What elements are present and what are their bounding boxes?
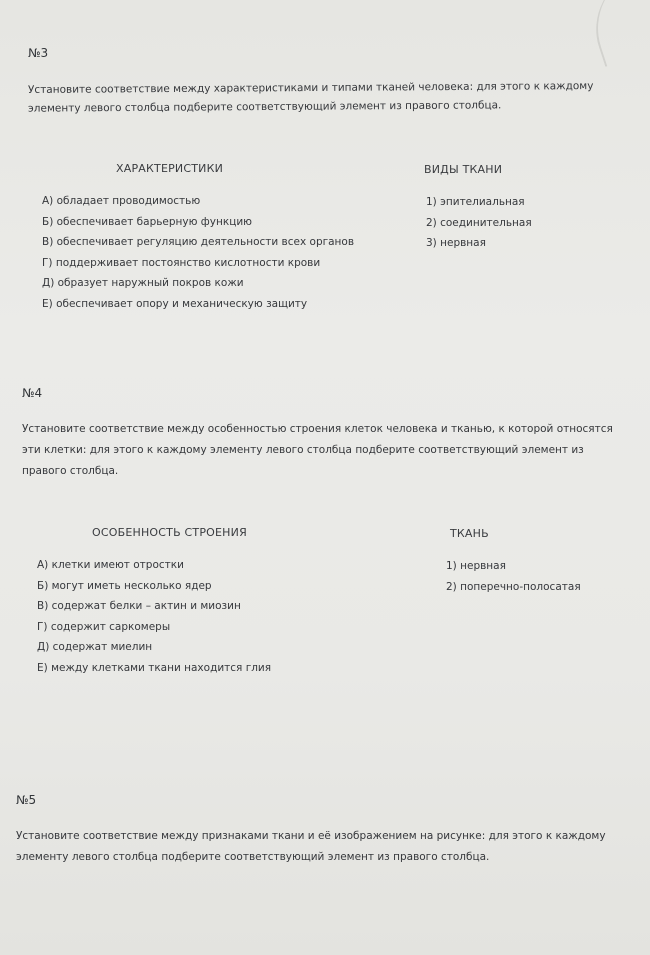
task5-number: №5 — [16, 793, 37, 807]
task4-left-item-d: Г) содержит саркомеры — [37, 620, 171, 633]
task5-instruction-line2: элементу левого столбца подберите соответствующий элемент из правого столбца. — [16, 851, 490, 863]
task3-instruction-line2: элементу левого столбца подберите соответствующий элемент из правого столбца. — [27, 99, 502, 115]
task4-number: №4 — [22, 386, 43, 400]
task4-instruction-line3: правого столбца. — [22, 465, 119, 477]
task3-right-header: ВИДЫ ТКАНИ — [424, 163, 503, 176]
task3-left-item-a: А) обладает проводимостью — [42, 195, 201, 207]
task3-left-list — [42, 191, 354, 314]
task4-right-item-1: 1) нервная — [446, 560, 506, 572]
task3-left-item-b: Б) обеспечивает барьерную функцию — [42, 215, 253, 228]
task3-left-header: ХАРАКТЕРИСТИКИ — [116, 162, 224, 175]
task5-instruction-line1: Установите соответствие между признаками ткани и её изображением на рисунке: для этого к каждому — [16, 830, 606, 842]
task3-right-item-1: 1) эпителиальная — [426, 196, 525, 208]
task3-left-item-d: Г) поддерживает постоянство кислотности крови — [42, 256, 321, 269]
task3-left-item-f: Е) обеспечивает опору и механическую защиту — [42, 297, 308, 310]
task4-right-list — [446, 556, 581, 597]
task3-right-item-2: 2) соединительная — [426, 216, 532, 229]
task4-right-header: ТКАНЬ — [450, 527, 489, 540]
task4-left-item-f: Е) между клетками ткани находится глия — [37, 661, 272, 674]
task3-right-item-3: 3) нервная — [426, 237, 486, 249]
task4-left-item-b: Б) могут иметь несколько ядер — [37, 579, 212, 592]
task4-left-list — [37, 555, 271, 678]
task4-instruction-line1: Установите соответствие между особенностью строения клеток человека и тканью, к которой относятся — [22, 423, 613, 435]
task4-left-header: ОСОБЕННОСТЬ СТРОЕНИЯ — [92, 526, 247, 539]
task3-instruction-line1: Установите соответствие между характеристиками и типами тканей человека: для этого к каждому — [27, 80, 594, 96]
task4-left-item-c: В) содержат белки – актин и миозин — [37, 600, 241, 612]
task4-right-item-2: 2) поперечно-полосатая — [446, 580, 581, 593]
task3-left-item-e: Д) образует наружный покров кожи — [42, 277, 244, 289]
task4-left-item-a: А) клетки имеют отростки — [37, 559, 184, 571]
paper-corner-fold — [581, 0, 650, 67]
task3-left-item-c: В) обеспечивает регуляцию деятельности всех органов — [42, 236, 355, 248]
task4-instruction-line2: эти клетки: для этого к каждому элементу левого столбца подберите соответствующий элемент из — [22, 444, 584, 456]
task3-right-list — [426, 192, 532, 254]
task4-left-item-e: Д) содержат миелин — [37, 641, 153, 653]
task3-number: №3 — [28, 46, 49, 60]
